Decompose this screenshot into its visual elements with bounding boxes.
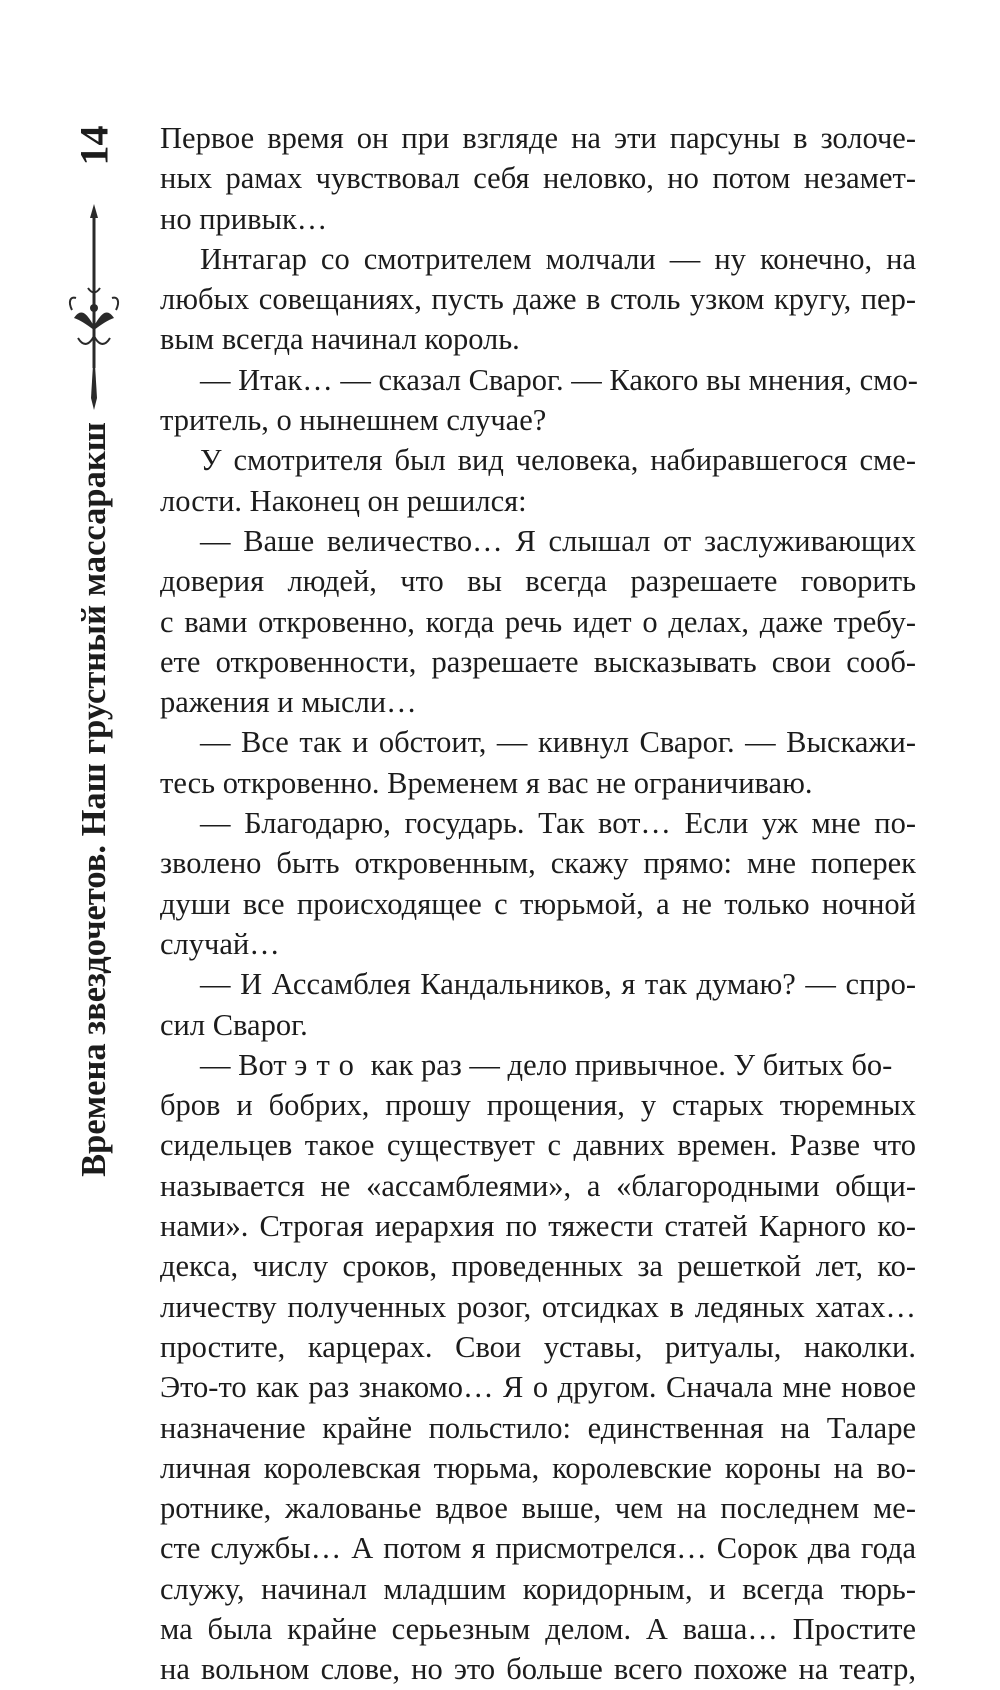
text-line: У смотрителя был вид человека, набиравшегося сме- bbox=[200, 443, 916, 478]
text-fragment: — Вот bbox=[200, 1047, 295, 1082]
text-line: случай… bbox=[160, 926, 280, 961]
text-line: но привык… bbox=[160, 201, 328, 236]
text-line: — Благодарю, государь. Так вот… Если уж мне по- bbox=[200, 806, 916, 841]
text-line: Это-то как раз знакомо… Я о другом. Сначала мне новое bbox=[160, 1370, 916, 1405]
text-line: вым всегда начинал король. bbox=[160, 322, 520, 357]
text-line: тесь откровенно. Временем я вас не ограничиваю. bbox=[160, 765, 813, 800]
text-line-spaced bbox=[160, 1045, 916, 1085]
text-line: любых совещаниях, пусть даже в столь узком кругу, пер- bbox=[160, 282, 916, 317]
text-line: — Итак… — сказал Сварог. — Какого вы мнения, смо- bbox=[200, 362, 918, 397]
text-line: сил Сварог. bbox=[160, 1007, 308, 1042]
text-line: лости. Наконец он решился: bbox=[160, 483, 527, 518]
text-line: Первое время он при взгляде на эти парсуны в золоче- bbox=[160, 121, 916, 155]
text-line: — Все так и обстоит, — кивнул Сварог. — Выскажи- bbox=[200, 725, 916, 760]
text-line: на вольном слове, но это больше всего похоже на театр, bbox=[160, 1652, 916, 1687]
text-line: личеству полученных розог, отсидках в ледяных хатах… bbox=[160, 1289, 916, 1324]
text-line: называется не «ассамблеями», а «благородными общи- bbox=[160, 1168, 916, 1203]
page-number bbox=[62, 110, 126, 180]
text-line: тритель, о нынешнем случае? bbox=[160, 403, 547, 438]
text-line: — И Ассамблея Кандальников, я так думаю? — спро- bbox=[200, 967, 916, 1002]
text-line: ма была крайне серьезным делом. А ваша… Простите bbox=[160, 1611, 916, 1646]
running-head bbox=[62, 110, 126, 1177]
book-title bbox=[62, 421, 126, 1177]
book-title-text: Времена звездочетов. Наш грустный массаракш bbox=[74, 421, 113, 1177]
text-line: декса, числу сроков, проведенных за решеткой лет, ко- bbox=[160, 1249, 916, 1284]
text-line: личная королевская тюрьма, королевские короны на во- bbox=[160, 1450, 916, 1485]
text-fragment: как раз — дело привычное. У битых бо- bbox=[363, 1047, 893, 1082]
text-line: бров и бобрих, прошу прощения, у старых тюремных bbox=[160, 1088, 916, 1123]
text-line: сидельцев такое существует с давних времен. Разве что bbox=[160, 1128, 916, 1163]
text-line: с вами откровенно, когда речь идет о делах, даже требу- bbox=[160, 604, 916, 639]
text-line: назначение крайне польстило: единственная на Таларе bbox=[160, 1410, 916, 1445]
sword-ornament-icon bbox=[64, 198, 124, 418]
text-line: нами». Строгая иерархия по тяжести статей Карного ко- bbox=[160, 1209, 916, 1244]
text-line: зволено быть откровенным, скажу прямо: мне поперек bbox=[160, 846, 916, 881]
text-line: ротнике, жалованье вдвое выше, чем на последнем ме- bbox=[160, 1491, 916, 1526]
text-line: — Ваше величество… Я слышал от заслуживающих bbox=[200, 523, 916, 558]
text-line: Интагар со смотрителем молчали — ну конечно, на bbox=[200, 241, 916, 276]
text-line: служу, начинал младшим коридорным, и всегда тюрь- bbox=[160, 1571, 916, 1606]
text-line: сте службы… А потом я присмотрелся… Сорок два года bbox=[160, 1531, 916, 1566]
text-line: ных рамах чувствовал себя неловко, но потом незамет- bbox=[160, 161, 916, 196]
text-line: ражения и мысли… bbox=[160, 685, 417, 720]
text-line: простите, карцерах. Свои уставы, ритуалы, наколки. bbox=[160, 1329, 916, 1364]
page-number-text: 14 bbox=[71, 125, 117, 165]
text-line: доверия людей, что вы всегда разрешаете говорить bbox=[160, 564, 916, 599]
body-text bbox=[160, 118, 916, 1690]
text-line: ете откровенности, разрешаете высказывать свои сооб- bbox=[160, 644, 916, 679]
emphasized-word: это bbox=[294, 1047, 363, 1082]
text-line: души все происходящее с тюрьмой, а не только ночной bbox=[160, 886, 916, 921]
